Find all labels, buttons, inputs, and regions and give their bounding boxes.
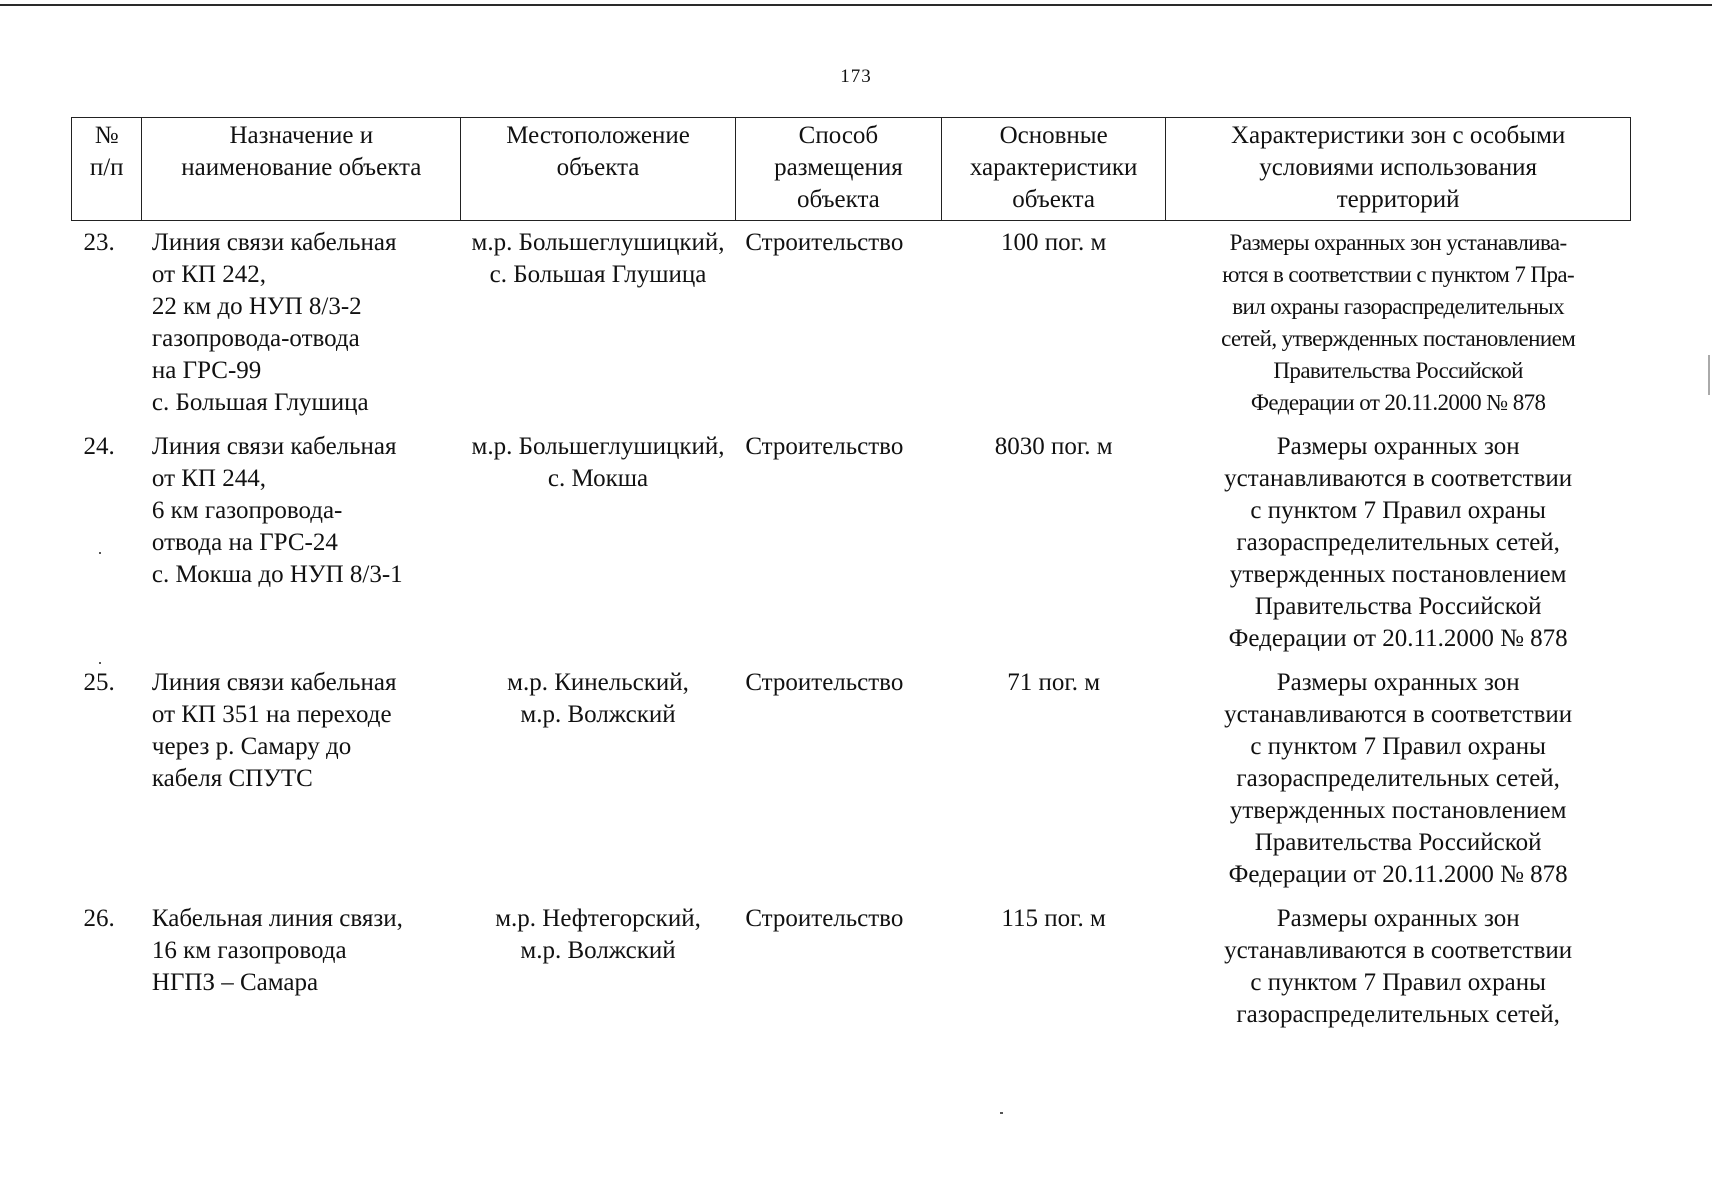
page-number: 173 [840,66,872,87]
table-row [72,221,1631,432]
row-number: 24. [83,433,115,460]
placement-method: Строительство [745,669,904,696]
header-row [72,118,1631,221]
object-location: м.р. Нефтегорский, м.р. Волжский [495,905,701,964]
table-row [72,903,1631,1043]
placement-method: Строительство [745,433,904,460]
table-body [72,221,1631,1044]
zone-characteristics: Размеры охранных зон устанавливаются в соответствии с пунктом 7 Правил охраны газораспределительных сетей, утвержденных постановлением Правительства Российской Федерации от 20.11.2000 № 878 [1224,669,1573,888]
table-header [72,118,1631,221]
scan-speck [99,662,101,664]
object-characteristics: 115 пог. м [1001,905,1106,932]
scan-speck [1000,1112,1003,1114]
object-name: Кабельная линия связи, 16 км газопровода НГПЗ – Самара [151,905,403,996]
row-number: 25. [83,669,115,696]
table-row [72,431,1631,667]
objects-table [71,117,1631,1043]
placement-method: Строительство [745,905,904,932]
zone-characteristics: Размеры охранных зон устанавлива- ются в соответствии с пунктом 7 Пра- вил охраны газораспределительных сетей, утвержденных постановлением Правительства Российской Федерации от 20.11.2000 № 878 [1221,230,1576,415]
header-location: Местоположение объекта [461,118,736,221]
header-number: № п/п [72,118,142,221]
header-zones: Характеристики зон с особыми условиями использования территорий [1166,118,1631,221]
object-location: м.р. Большеглушицкий, с. Большая Глушица [471,229,725,288]
object-location: м.р. Большеглушицкий, с. Мокша [471,433,725,492]
scan-edge-mark [1708,355,1710,395]
scan-border-line [0,4,1712,6]
object-characteristics: 100 пог. м [1000,229,1107,256]
row-number: 26. [83,905,115,932]
object-name: Линия связи кабельная от КП 351 на переходе через р. Самару до кабеля СПУТС [151,669,397,792]
object-name: Линия связи кабельная от КП 244, 6 км газопровода- отвода на ГРС-24 с. Мокша до НУП 8/3-1 [151,433,403,588]
header-characteristics: Основные характеристики объекта [942,118,1166,221]
table-row [72,667,1631,903]
header-name: Назначение и наименование объекта [142,118,461,221]
placement-method: Строительство [745,229,904,256]
object-characteristics: 8030 пог. м [994,433,1113,460]
object-name: Линия связи кабельная от КП 242, 22 км до НУП 8/3-2 газопровода-отвода на ГРС-99 с. Большая Глушица [151,229,397,416]
object-location: м.р. Кинельский, м.р. Волжский [507,669,689,728]
zone-characteristics: Размеры охранных зон устанавливаются в соответствии с пунктом 7 Правил охраны газораспределительных сетей, утвержденных постановлением Правительства Российской Федерации от 20.11.2000 № 878 [1224,433,1573,652]
header-method: Способ размещения объекта [735,118,941,221]
row-number: 23. [83,229,115,256]
zone-characteristics: Размеры охранных зон устанавливаются в соответствии с пунктом 7 Правил охраны газораспределительных сетей, [1224,905,1573,1028]
scan-speck [99,552,101,554]
object-characteristics: 71 пог. м [1007,669,1101,696]
